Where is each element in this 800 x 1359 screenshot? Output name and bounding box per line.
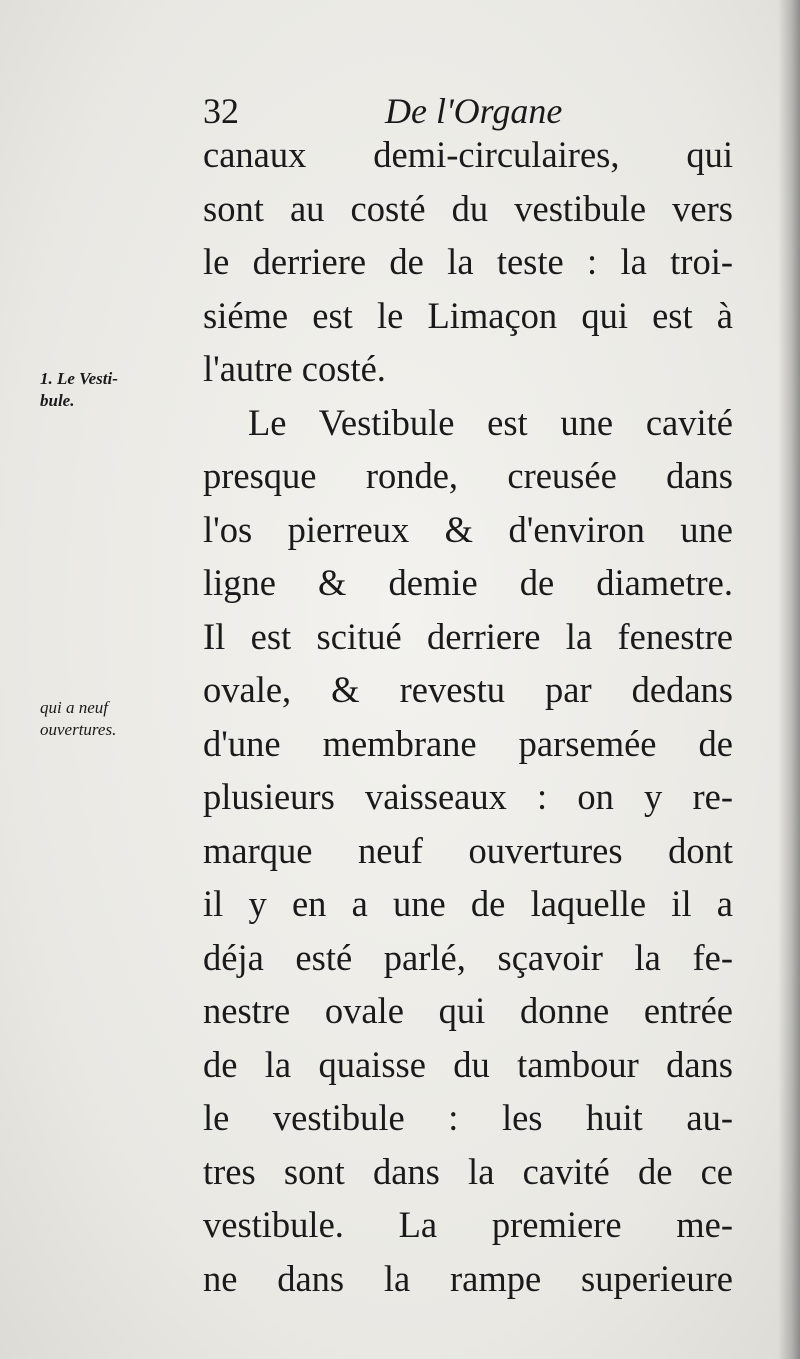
text-line: Il est scitué derriere la fenestre	[203, 615, 733, 657]
margin-note-vestibule-line: bule.	[40, 391, 75, 410]
text-line: canaux demi-circulaires, qui	[203, 134, 733, 175]
text-line: plusieurs vaisseaux : on y re-	[203, 776, 733, 817]
text-line: marque neuf ouvertures dont	[203, 829, 733, 871]
page-edge-shadow	[778, 0, 800, 1359]
text-line: de la quaisse du tambour dans	[203, 1043, 733, 1085]
running-head: De l'Organe	[385, 91, 563, 131]
text-line: il y en a une de laquelle il a	[203, 883, 733, 924]
body-text	[203, 128, 733, 1305]
text-line: déja esté parlé, sçavoir la fe-	[203, 936, 733, 978]
text-line: le derriere de la teste : la troi-	[203, 241, 733, 282]
text-line: vestibule. La premiere me-	[203, 1204, 733, 1245]
text-line: l'autre costé.	[203, 348, 386, 389]
margin-note-ouvertures-line: ouvertures.	[40, 720, 117, 739]
margin-note-ouvertures-line: qui a neuf	[40, 698, 108, 717]
text-line: d'une membrane parsemée de	[203, 722, 733, 764]
text-line: sont au costé du vestibule vers	[203, 187, 733, 229]
text-line: l'os pierreux & d'environ une	[203, 508, 733, 550]
text-line: nestre ovale qui donne entrée	[203, 990, 733, 1031]
text-line: ovale, & revestu par dedans	[203, 669, 733, 710]
text-line: presque ronde, creusée dans	[203, 455, 733, 496]
text-line: ligne & demie de diametre.	[203, 562, 733, 603]
text-line: le vestibule : les huit au-	[203, 1097, 733, 1138]
text-line: ne dans la rampe superieure	[203, 1257, 733, 1299]
text-line: Le Vestibule est une cavité	[248, 401, 733, 443]
margin-note-ouvertures	[40, 697, 190, 741]
page-number: 32	[203, 91, 239, 131]
margin-note-vestibule	[40, 368, 190, 412]
margin-note-vestibule-line: 1. Le Vesti-	[40, 369, 118, 388]
text-line: siéme est le Limaçon qui est à	[203, 294, 733, 336]
text-line: tres sont dans la cavité de ce	[203, 1150, 733, 1192]
